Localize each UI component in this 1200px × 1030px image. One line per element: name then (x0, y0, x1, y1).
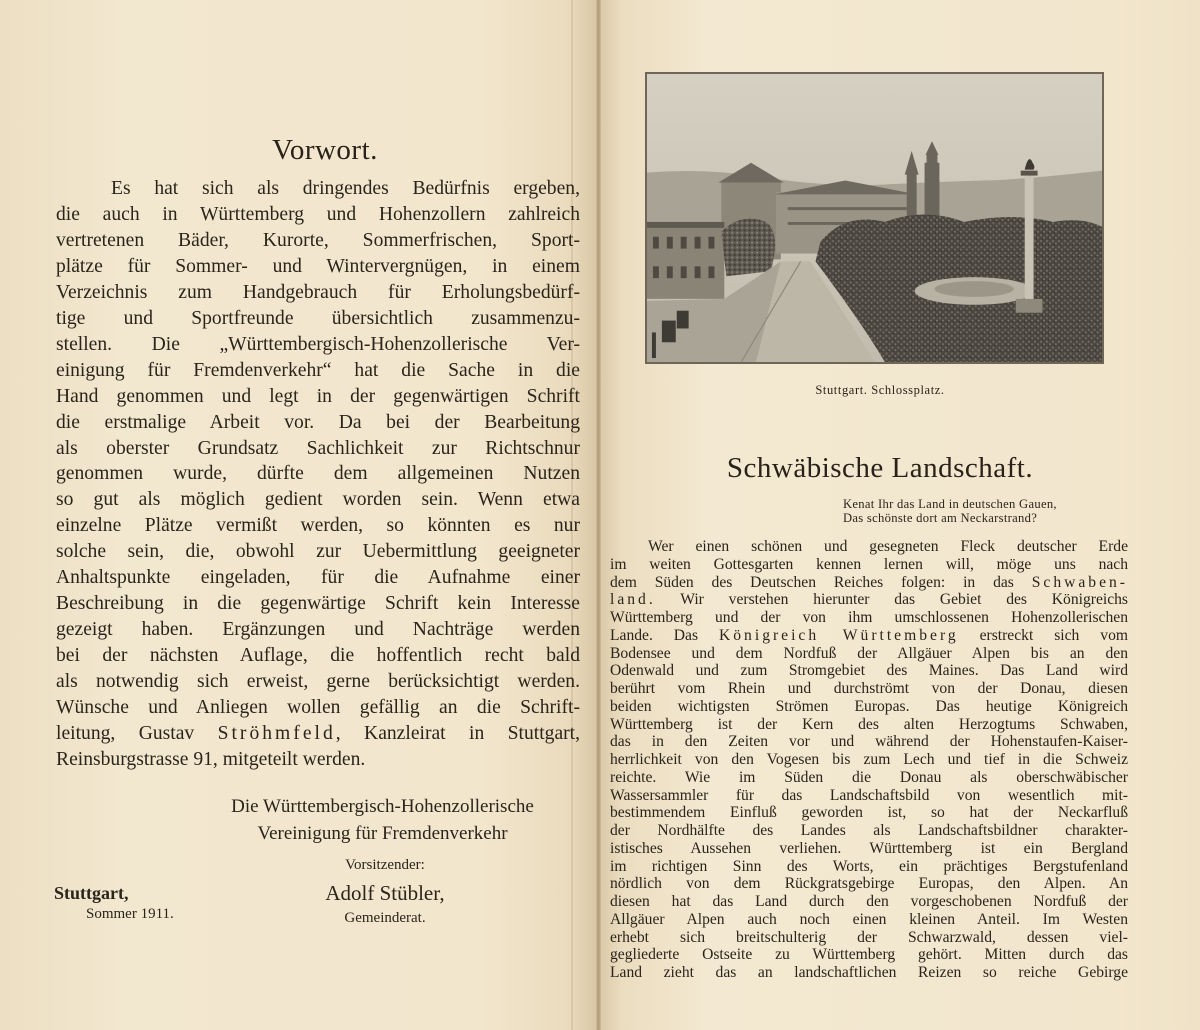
spaced-emphasis: land. (610, 591, 656, 609)
preface-line: die auch in Württemberg und Hohenzollern zahlreich (56, 203, 580, 225)
body-line: Wassersammler für das Landschaftsbild von wesentlich mit- (610, 786, 1128, 804)
preface-line: bei der nächsten Auflage, die hoffentlich recht bald (56, 645, 580, 667)
body-line: bestimmendem Einfluß geworden ist, so hat der Neckarfluß (610, 804, 1128, 822)
preface-line: einigung für Fremdenverkehr“ hat die Sache in die (56, 359, 580, 381)
photo-caption: Stuttgart. Schlossplatz. (815, 383, 945, 397)
preface-line: Wünsche und Anliegen wollen gefällig an die Schrift- (56, 697, 580, 718)
body-line: Odenwald und zum Stromgebiet des Maines. Das Land wird (610, 662, 1128, 680)
body-line: nördlich von dem Rückgratsgebirge Europas, den Alpen. An (610, 875, 1128, 893)
preface-line: Reinsburgstrasse 91, mitgeteilt werden. (56, 748, 366, 770)
signature-org-line-2: Vereinigung für Fremdenverkehr (257, 823, 508, 844)
epigraph-line-1: Kenat Ihr das Land in deutschen Gauen, (843, 497, 1057, 511)
body-line: Lande. Das Königreich Württemberg erstreckt sich vom (610, 626, 1128, 644)
preface-line: vertretenen Bäder, Kurorte, Sommerfrischen, Sport- (56, 229, 580, 251)
preface-line: plätze für Sommer- und Wintervergnügen, in einem (56, 255, 580, 277)
signature-role: Vorsitzender: (345, 857, 425, 873)
body-line: im richtigen Sinn des Worts, ein prächtiges Bergstufenland (610, 857, 1128, 875)
signature-title: Gemeinderat. (344, 910, 426, 926)
preface-line: Verzeichnis zum Handgebrauch für Erholungsbedürf- (56, 281, 580, 303)
preface-line: so gut als möglich gedient worden sein. Wenn etwa (56, 489, 580, 511)
preface-line: leitung, Gustav Ströhmfeld, Kanzleirat in Stuttgart, (56, 722, 581, 744)
body-line: land. Wir verstehen hierunter das Gebiet des Königreichs (610, 591, 1128, 609)
body-line: diesen hat das Land durch den vorgeschobenen Nordfuß der (610, 893, 1128, 910)
signature-org-line-1: Die Württembergisch-Hohenzollerische (231, 796, 534, 817)
body-line: im weiten Gottesgarten kennen lernen will, möge uns nach (610, 555, 1128, 573)
body-line: herrlichkeit von den Vogesen bis zum Lech und tief in die Schweiz (610, 751, 1128, 768)
body-line: erhebt sich breitschulterig der Schwarzwald, dessen viel- (610, 928, 1128, 946)
photo-illustration (647, 74, 1102, 362)
body-line: Wer einen schönen und gesegneten Fleck deutscher Erde (648, 538, 1128, 555)
body-line: gegliederte Ostseite zu Württemberg gehört. Mitten durch das (610, 946, 1128, 964)
body-line: Württemberg und der von ihm umschlossenen Hohenzollerischen (610, 609, 1128, 626)
body-line: Allgäuer Alpen auch noch einen kleinen Anteil. Im Westen (610, 910, 1128, 928)
preface-title: Vorwort. (272, 134, 378, 166)
preface-line: gezeigt haben. Ergänzungen und Nachträge werden (56, 619, 580, 641)
preface-line: Es hat sich als dringendes Bedürfnis ergeben, (111, 178, 580, 199)
preface-line: einzelne Plätze vermißt werden, so könnten es nur (56, 515, 580, 537)
body-line: der Nordhälfte des Landes als Landschaftsbildner charakter- (610, 822, 1128, 839)
section-title: Schwäbische Landschaft. (726, 452, 1034, 484)
preface-line: tige und Sportfreunde übersichtlich zusammenzu- (56, 307, 580, 329)
body-line: das in den Zeiten vor und während der Hohenstaufen-Kaiser- (610, 733, 1128, 751)
photo-schlossplatz (645, 72, 1104, 364)
preface-line: Hand genommen und legt in der gegenwärtigen Schrift (56, 385, 580, 407)
spaced-emphasis: Königreich Württemberg (719, 626, 959, 644)
spaced-emphasis: Schwaben- (1031, 573, 1128, 591)
body-line: berührt vom Rhein und durchströmt von der Donau, diesen (610, 680, 1128, 697)
signature-date: Sommer 1911. (86, 906, 174, 922)
preface-line: als notwendig sich erweist, gerne berücksichtigt werden. (56, 671, 580, 693)
preface-line: genommen wurde, dürfte dem allgemeinen Nutzen (56, 463, 580, 485)
preface-line: stellen. Die „Württembergisch-Hohenzollerische Ver- (56, 333, 580, 355)
body-line: istisches Aussehen verliehen. Württemberg ist ein Bergland (610, 839, 1128, 857)
signature-place: Stuttgart, (54, 883, 129, 903)
body-line: Bodensee und dem Nordfuß der Allgäuer Alpen bis an den (610, 644, 1128, 662)
spaced-emphasis: Ströhmfeld (217, 722, 336, 744)
preface-line: solche sein, die, obwohl zur Uebermittlung geeigneter (56, 541, 580, 563)
body-line: Land zieht das an landschaftlichen Reizen so reiche Gebirge (610, 964, 1128, 981)
preface-line: als oberster Grundsatz Sachlichkeit zur Richtschnur (56, 437, 580, 459)
body-line: Württemberg ist der Kern des alten Herzogtums Schwaben, (610, 715, 1128, 733)
palace-wing (647, 222, 724, 299)
preface-line: die erstmalige Arbeit vor. Da bei der Bearbeitung (56, 411, 580, 433)
body-line: dem Süden des Deutschen Reiches folgen: in das Schwaben- (610, 573, 1128, 591)
body-line: beiden wichtigsten Strömen Europas. Das heutige Königreich (610, 697, 1128, 715)
body-line: reichte. Wie im Süden die Donau als oberschwäbischer (610, 768, 1128, 786)
trees-left (721, 219, 775, 277)
book-gutter (596, 0, 601, 1030)
epigraph-line-2: Das schönste dort am Neckarstrand? (843, 511, 1038, 525)
preface-line: Anhaltspunkte eingeladen, für die Aufnahme einer (56, 567, 580, 589)
preface-line: Beschreibung in die gegenwärtige Schrift kein Interesse (56, 593, 580, 615)
signature-name: Adolf Stübler, (325, 881, 445, 905)
